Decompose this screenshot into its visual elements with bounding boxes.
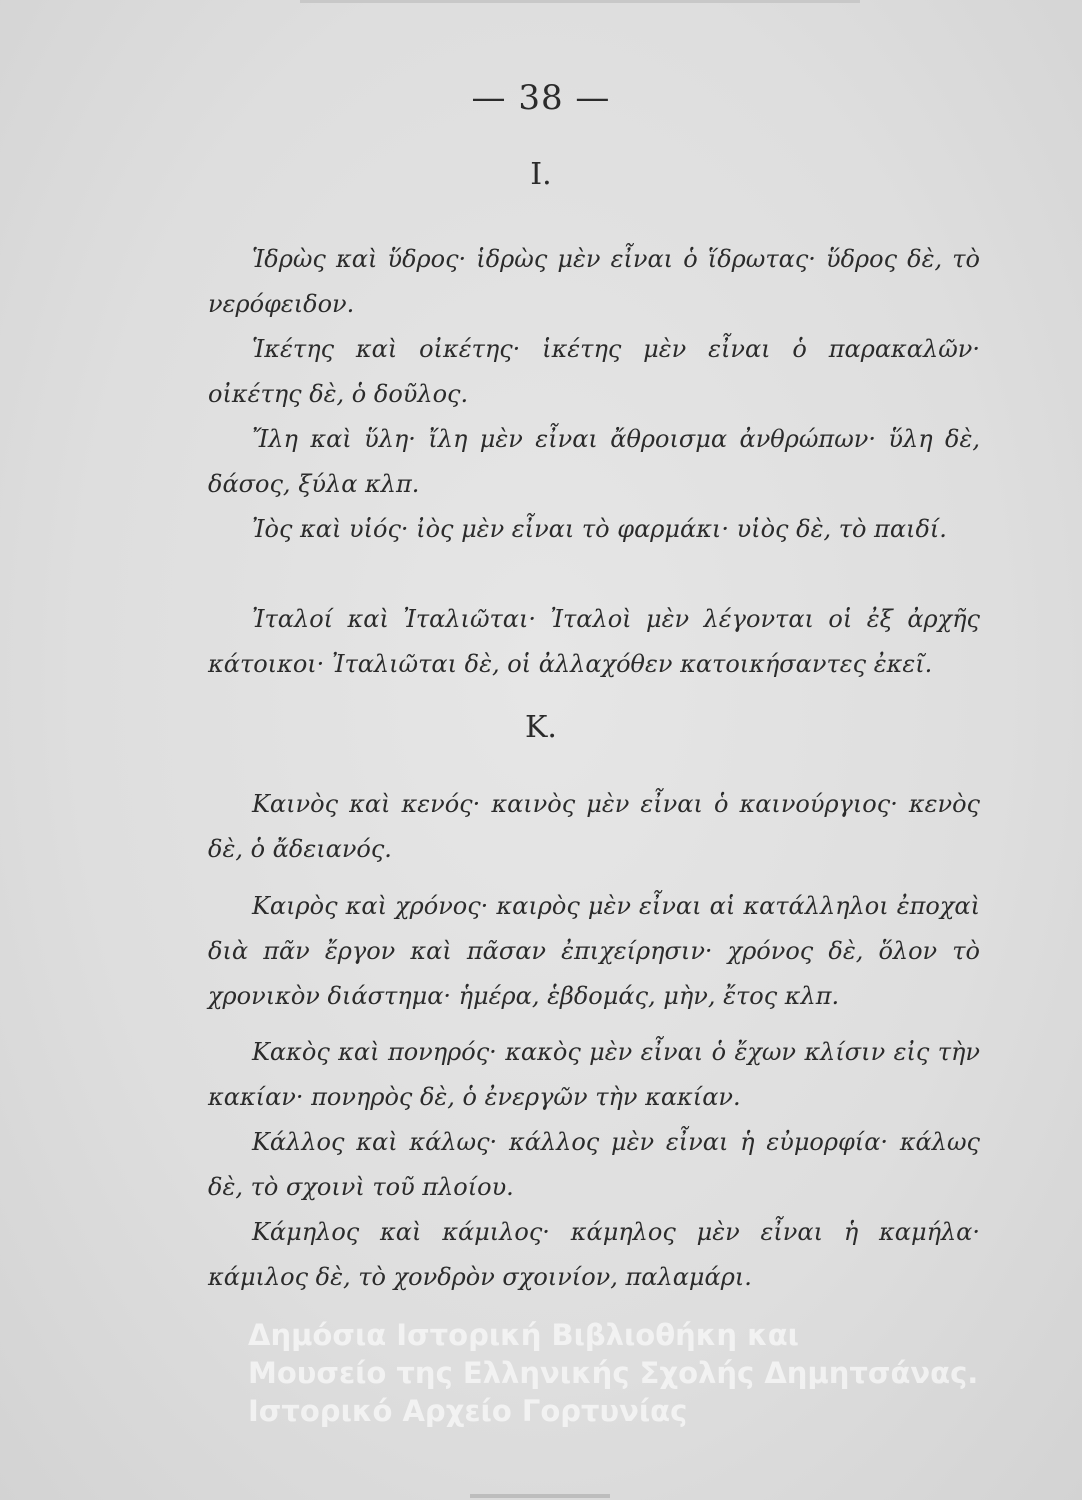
entry-ili: Ἴλη καὶ ὕλη· ἴλη μὲν εἶναι ἄθροισμα ἀνθρώπων· ὕλη δὲ, δάσος, ξύλα κλπ.: [208, 425, 980, 498]
entry-kamilos: Κάμηλος καὶ κάμιλος· κάμηλος μὲν εἶναι ἡ καμήλα· κάμιλος δὲ, τὸ χονδρὸν σχοινίον, παλαμάρι.: [208, 1218, 980, 1291]
library-watermark: [248, 1316, 978, 1430]
entry-kairos: Καιρὸς καὶ χρόνος· καιρὸς μὲν εἶναι αἱ κατάλληλοι ἐποχαὶ διὰ πᾶν ἔργον καὶ πᾶσαν ἐπιχείρησιν· χρόνος δὲ, ὅλον τὸ χρονικὸν διάστημα· ἡμέρα, ἑβδομάς, μὴν, ἔτος κλπ.: [208, 892, 980, 1010]
bottom-edge-mark: [470, 1494, 610, 1498]
page-number: — 38 —: [471, 78, 611, 118]
section-heading-i: I.: [530, 157, 552, 192]
entry-kainos: Καινὸς καὶ κενός· καινὸς μὲν εἶναι ὁ καινούργιος· κενὸς δὲ, ὁ ἄδειανός.: [208, 790, 980, 863]
top-edge-shadow: [300, 0, 860, 3]
watermark-line: Ιστορικό Αρχείο Γορτυνίας: [248, 1394, 688, 1428]
entry-italoi: Ἰταλοί καὶ Ἰταλιῶται· Ἰταλοὶ μὲν λέγονται οἱ ἐξ ἀρχῆς κάτοικοι· Ἰταλιῶται δὲ, οἱ ἀλλαχόθεν κατοικήσαντες ἐκεῖ.: [208, 605, 980, 678]
entry-iketis: Ἱκέτης καὶ οἰκέτης· ἱκέτης μὲν εἶναι ὁ παρακαλῶν· οἰκέτης δὲ, ὁ δοῦλος.: [208, 335, 980, 408]
entry-ios: Ἰὸς καὶ υἱός· ἰὸς μὲν εἶναι τὸ φαρμάκι· υἱὸς δὲ, τὸ παιδί.: [252, 515, 947, 543]
watermark-line: Δημόσια Ιστορική Βιβλιοθήκη και: [248, 1318, 799, 1352]
entry-kallos: Κάλλος καὶ κάλως· κάλλος μὲν εἶναι ἡ εὐμορφία· κάλως δὲ, τὸ σχοινὶ τοῦ πλοίου.: [208, 1128, 980, 1201]
section-heading-k: K.: [525, 710, 557, 745]
entry-kakos: Κακὸς καὶ πονηρός· κακὸς μὲν εἶναι ὁ ἔχων κλίσιν εἰς τὴν κακίαν· πονηρὸς δὲ, ὁ ἐνεργῶν τὴν κακίαν.: [208, 1038, 980, 1111]
watermark-line: Μουσείο της Ελληνικής Σχολής Δημητσάνας.: [248, 1356, 979, 1390]
entry-idros: Ἱδρὼς καὶ ὕδρος· ἱδρὼς μὲν εἶναι ὁ ἵδρωτας· ὕδρος δὲ, τὸ νερόφειδον.: [208, 245, 980, 318]
